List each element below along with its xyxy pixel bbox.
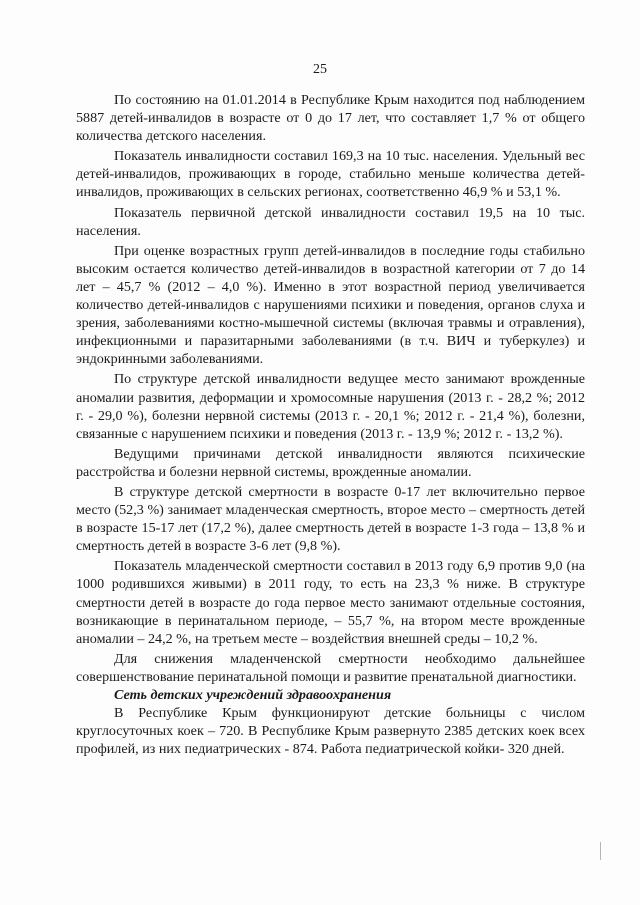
paragraph-disabled-children-count: По состоянию на 01.01.2014 в Республике Крым находится под наблюдением 5887 детей-инвалидов в возрасте от 0 до 17 лет, что составляет 1,7 % от общего количества детского населения.	[76, 92, 585, 145]
paragraph-hospital-network: В Республике Крым функционируют детские больницы с числом круглосуточных коек – 720. В Республике Крым развернуто 2385 детских коек всех профилей, из них педиатрических - 874. Работа педиатрической койки- 320 дней.	[76, 705, 585, 758]
paragraph-infant-mortality: Показатель младенческой смертности составил в 2013 году 6,9 против 9,0 (на 1000 родившихся живыми) в 2011 году, то есть на 23,3 % ниже. В структуре смертности детей в возрасте до года первое место занимают отдельные состояния, возникающие в перинатальном периоде, – 55,7 %, на втором месте врожденные аномалии – 24,2 %, на третьем месте – воздействия внешней среды – 10,2 %.	[76, 558, 585, 647]
document-body	[76, 91, 585, 758]
paragraph-mortality-reduction: Для снижения младенченской смертности необходимо дальнейшее совершенствование перинатальной помощи и развитие пренатальной диагностики.	[76, 650, 585, 685]
paragraph-leading-causes: Ведущими причинами детской инвалидности являются психические расстройства и болезни нервной системы, врожденные аномалии.	[76, 445, 585, 480]
page-number: 25	[313, 62, 327, 77]
section-heading: Сеть детских учреждений здравоохранения	[114, 687, 392, 703]
paragraph-disability-structure: По структуре детской инвалидности ведущее место занимают врожденные аномалии развития, деформации и хромосомные нарушения (2013 г. - 28,2 %; 2012 г. - 29,0 %), болезни нервной системы (2013 г. - 20,1 %; 2012 г. - 21,4 %), болезни, связанные с нарушением психики и поведения (2013 г. - 13,9 %; 2012 г. - 13,2 %).	[76, 371, 585, 442]
margin-mark	[600, 842, 601, 860]
paragraph-child-mortality: В структуре детской смертности в возрасте 0-17 лет включительно первое место (52,3 %) занимает младенческая смертность, второе место – смертность детей в возрасте 15-17 лет (17,2 %), далее смертность детей в возрасте 1-3 года – 13,8 % и смертность детей в возрасте 3-6 лет (9,8 %).	[76, 483, 585, 555]
paragraph-disability-rate: Показатель инвалидности составил 169,3 на 10 тыс. населения. Удельный вес детей-инвалидов, проживающих в городе, стабильно меньше количества детей-инвалидов, проживающих в сельских регионах, соответственно 46,9 % и 53,1 %.	[76, 148, 585, 201]
paragraph-primary-disability: Показатель первичной детской инвалидности составил 19,5 на 10 тыс. населения.	[76, 204, 585, 239]
paragraph-age-groups: При оценке возрастных групп детей-инвалидов в последние годы стабильно высоким остается количество детей-инвалидов в возрастной категории от 7 до 14 лет – 45,7 % (2012 – 4,0 %). Именно в этот возрастной период увеличивается количество детей-инвалидов с нарушениями психики и поведения, органов слуха и зрения, заболеваниями костно-мышечной системы (включая травмы и отравления), инфекционными и паразитарными заболеваниями (в т.ч. ВИЧ и туберкулез) и эндокринными заболеваниями.	[76, 242, 585, 368]
